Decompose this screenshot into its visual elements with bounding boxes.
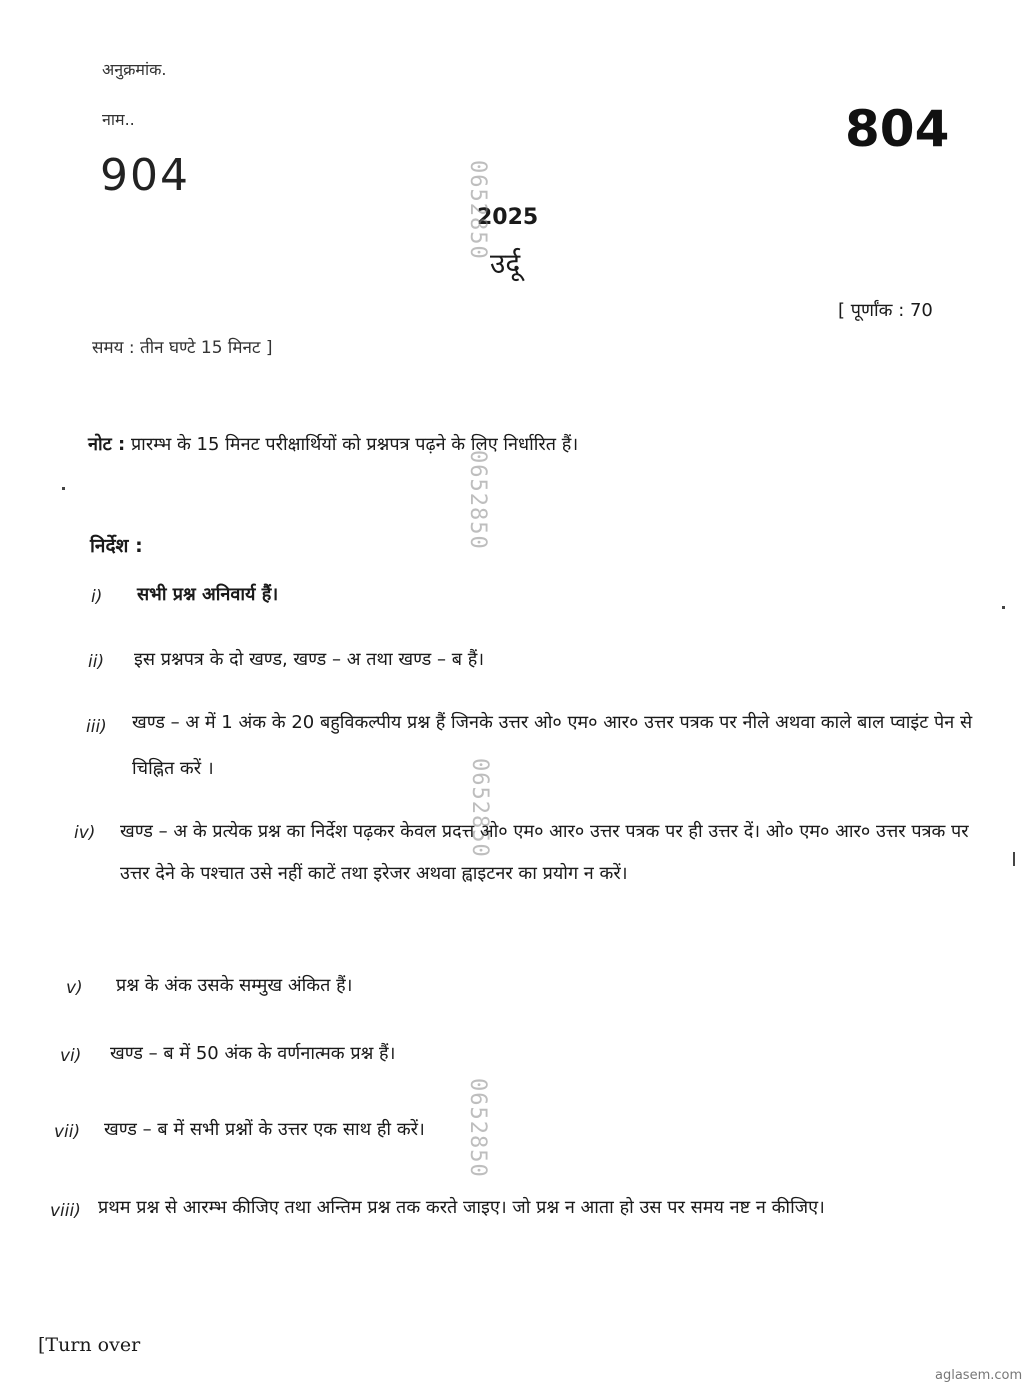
exam-year: 2025 [477, 205, 539, 230]
paper-code-right: 804 [845, 100, 950, 158]
scan-speck [1002, 606, 1005, 609]
instruction-number: viii) [50, 1201, 81, 1221]
turn-over: [Turn over [38, 1334, 141, 1356]
scan-speck [1013, 852, 1015, 866]
watermark-serial: 0652850 [465, 1078, 490, 1178]
instruction-number: i) [91, 587, 103, 607]
roll-number-label: अनुक्रमांक. [102, 60, 167, 79]
instruction-number: iv) [74, 823, 96, 843]
note-label: नोट : [88, 434, 126, 455]
note-section [88, 432, 578, 456]
name-label: नाम.. [102, 110, 135, 129]
watermark-serial: 0652850 [467, 758, 492, 858]
note-text: प्रारम्भ के 15 मिनट परीक्षार्थियों को प्रश्नपत्र पढ़ने के लिए निर्धारित हैं। [130, 434, 579, 455]
instruction-item: प्रथम प्रश्न से आरम्भ कीजिए तथा अन्तिम प्रश्न तक करते जाइए। जो प्रश्न न आता हो उस पर समय नष्ट न कीजिए। [98, 1197, 825, 1218]
subject-title: उर्दू [490, 247, 521, 280]
instruction-number: vii) [54, 1122, 81, 1142]
instruction-number: v) [66, 978, 83, 998]
instruction-number: iii) [86, 717, 107, 737]
instruction-item: इस प्रश्नपत्र के दो खण्ड, खण्ड – अ तथा खण्ड – ब हैं। [134, 649, 485, 670]
time-allowed: समय : तीन घण्टे 15 मिनट ] [92, 338, 273, 358]
instruction-item: खण्ड – अ के प्रत्येक प्रश्न का निर्देश पढ़कर केवल प्रदत्त ओ० एम० आर० उत्तर पत्रक पर ही उत्तर दें। ओ० एम० आर० उत्तर पत्रक पर उत्तर देने के पश्चात उसे नहीं काटें तथा इरेजर अथवा ह्वाइटनर का प्रयोग न करें। [120, 821, 969, 884]
instruction-item: सभी प्रश्न अनिवार्य हैं। [137, 584, 279, 605]
max-marks: [ पूर्णांक : 70 [838, 300, 933, 321]
instruction-number: vi) [60, 1046, 82, 1066]
paper-code-left: 904 [100, 150, 190, 201]
instruction-item: खण्ड – ब में 50 अंक के वर्णनात्मक प्रश्न हैं। [110, 1043, 396, 1064]
instructions-heading: निर्देश : [90, 535, 143, 557]
instruction-item: खण्ड – अ में 1 अंक के 20 बहुविकल्पीय प्रश्न हैं जिनके उत्तर ओ० एम० आर० उत्तर पत्रक पर नीले अथवा काले बाल प्वाइंट पेन से चिह्नित करें । [132, 712, 973, 779]
watermark-serial: 0652850 [465, 450, 490, 550]
watermark-serial: 0652850 [465, 160, 490, 260]
instruction-number: ii) [88, 652, 105, 672]
instruction-item: खण्ड – ब में सभी प्रश्नों के उत्तर एक साथ ही करें। [104, 1119, 425, 1140]
scan-speck [62, 487, 65, 490]
site-watermark: aglasem.com [935, 1368, 1023, 1383]
instruction-item: प्रश्न के अंक उसके सम्मुख अंकित हैं। [116, 975, 353, 996]
